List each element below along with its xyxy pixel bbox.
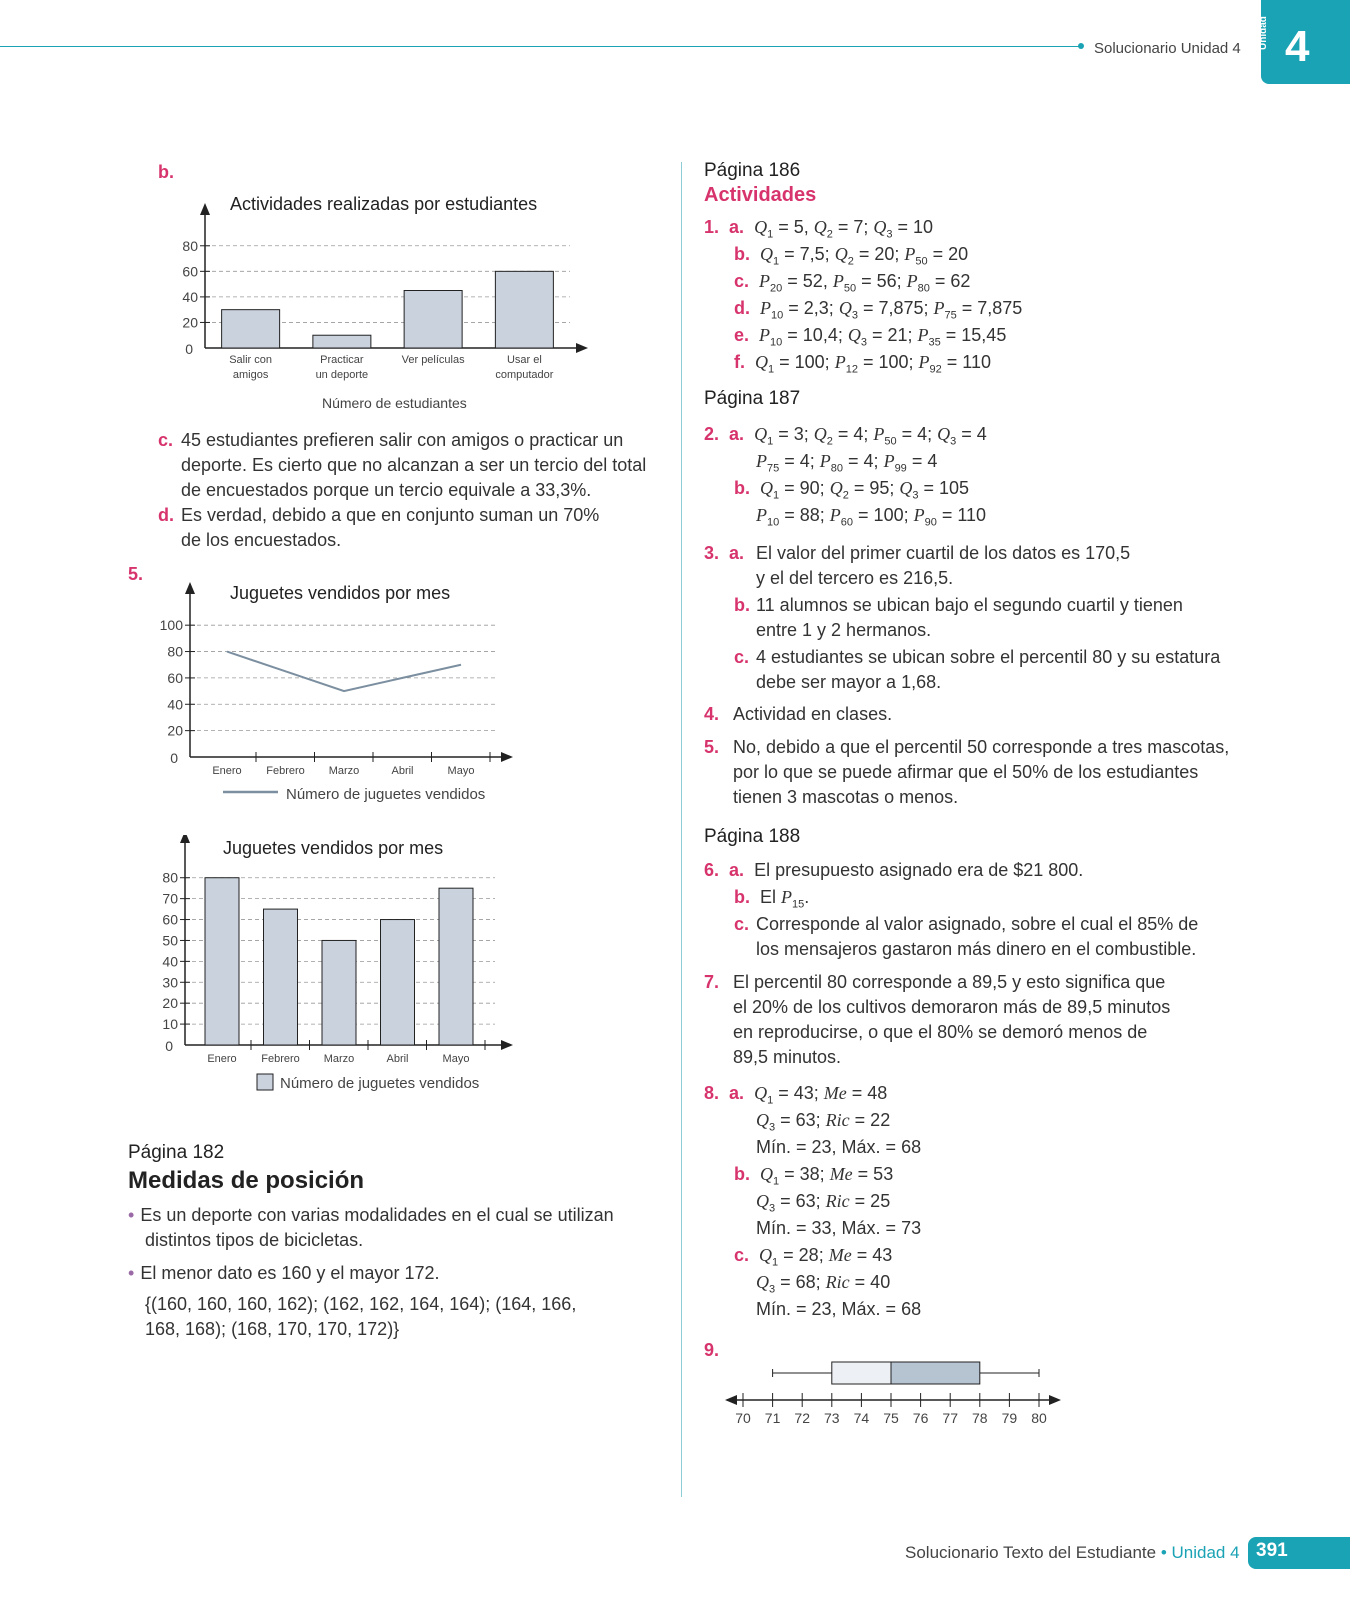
page-187: Página 187 — [704, 388, 801, 409]
page-182: Página 182 — [128, 1142, 225, 1163]
item-c-line1: 45 estudiantes prefieren salir con amigos o practicar un — [181, 430, 624, 450]
letter-label: a. — [729, 543, 745, 563]
letter-label: a. — [729, 217, 745, 237]
num-label: 1. — [704, 217, 720, 237]
ans-6c-line2: los mensajeros gastaron más dinero en el combustible. — [756, 939, 1197, 959]
y-tick-label: 0 — [185, 341, 193, 357]
number-line-arrow-right — [1049, 1395, 1061, 1405]
column-divider — [681, 162, 682, 1497]
bullet-dot: • — [128, 1205, 135, 1225]
ans-8c-2: $Q_3 = 68$; Ric = 40 — [756, 1272, 891, 1296]
ans-6a-text: El presupuesto asignado era de $21 800. — [754, 860, 1084, 880]
ans-2b: b. $Q_1 = 90$; $Q_2 = 95$; $Q_3 = 105$ — [734, 478, 970, 502]
axis-tick-label: 77 — [942, 1410, 958, 1425]
ans-1e: e. $P_{10} = 10,4$; $Q_3 = 21$; $P_{35} = 15,45$ — [734, 325, 1007, 349]
y-axis-arrow — [200, 203, 210, 215]
axis-tick-label: 71 — [764, 1410, 781, 1425]
y-tick-label: 20 — [167, 722, 183, 739]
footer-unit: Unidad 4 — [1171, 1543, 1240, 1562]
ans-3c-line1: 4 estudiantes se ubican sobre el percentil 80 y su estatura — [756, 647, 1221, 667]
header-dot — [1078, 43, 1084, 49]
bar — [313, 335, 371, 348]
ans-3c-line2: debe ser mayor a 1,68. — [756, 672, 942, 692]
y-tick-label: 40 — [182, 288, 198, 305]
chart-bar-toys — [145, 835, 535, 1110]
bar — [495, 271, 553, 348]
ans-6b: b. El $P_{15}$. — [734, 887, 810, 911]
chart-title: Actividades realizadas por estudiantes — [230, 194, 538, 214]
ans-7-line1: El percentil 80 corresponde a 89,5 y esto significa que — [733, 972, 1166, 992]
bullet-1-line2: distintos tipos de bicicletas. — [145, 1230, 364, 1250]
x-tick-label: Ver películas — [401, 354, 465, 366]
x-tick-label: computador — [495, 369, 554, 381]
y-axis-arrow — [180, 835, 190, 843]
letter-label: a. — [729, 1083, 745, 1103]
letter-label: b. — [734, 887, 750, 907]
axis-tick-label: 80 — [1031, 1410, 1047, 1425]
x-tick-label: un deporte — [315, 369, 369, 381]
page-188: Página 188 — [704, 826, 801, 847]
item-9-label: 9. — [704, 1340, 720, 1360]
y-axis-arrow — [185, 582, 195, 594]
ans-3a-line1: El valor del primer cuartil de los datos es 170,5 — [756, 543, 1131, 563]
axis-tick-label: 78 — [972, 1410, 988, 1425]
y-tick-label: 20 — [182, 314, 198, 331]
ans-1f: f. $Q_1 = 100$; $P_{12} = 100$; $P_{92} = 110$ — [734, 352, 991, 376]
y-tick-label: 80 — [182, 237, 198, 254]
y-tick-label: 10 — [162, 1016, 178, 1033]
chart-activities — [170, 190, 610, 420]
y-tick-label: 20 — [162, 995, 178, 1012]
y-tick-label: 60 — [167, 669, 183, 686]
x-tick-label: Marzo — [323, 1053, 355, 1065]
letter-label: a. — [729, 860, 745, 880]
x-tick-label: Febrero — [266, 765, 305, 777]
ans-2b-cont: $P_{10} = 88$; $P_{60} = 100$; $P_{90} = 110$ — [756, 505, 987, 529]
sets-line1: {(160, 160, 160, 162); (162, 162, 164, 164); (164, 166, — [145, 1294, 577, 1314]
sets-line2: 168, 168); (168, 170, 170, 172)} — [145, 1319, 400, 1339]
item-d-label: d. — [158, 505, 174, 525]
num-label: 6. — [704, 860, 720, 880]
bar — [439, 888, 473, 1045]
ans-2a-cont: $P_{75} = 4$; $P_{80} = 4$; $P_{99} = 4$ — [756, 451, 938, 475]
y-tick-label: 70 — [162, 890, 178, 907]
letter-label: c. — [734, 914, 750, 934]
bullet-2 — [128, 1261, 439, 1286]
y-tick-label: 100 — [159, 617, 183, 634]
item-b-label: b. — [158, 162, 174, 182]
ans-5-line2: por lo que se puede afirmar que el 50% de los estudiantes — [733, 762, 1199, 782]
axis-tick-label: 74 — [853, 1410, 870, 1425]
x-tick-label: Usar el — [506, 354, 542, 366]
ans-2a: 2. a. $Q_1 = 3$; $Q_2 = 4$; $P_{50} = 4$; $Q_3 = 4$ — [704, 424, 987, 448]
axis-tick-label: 75 — [883, 1410, 899, 1425]
axis-tick-label: 70 — [735, 1410, 751, 1425]
ans-1b: b. $Q_1 = 7,5$; $Q_2 = 20$; $P_{50} = 20$ — [734, 244, 969, 268]
letter-label: c. — [734, 647, 750, 667]
letter-label: c. — [734, 271, 750, 291]
x-tick-label: Enero — [212, 765, 242, 777]
bullet-2-text: El menor dato es 160 y el mayor 172. — [140, 1263, 440, 1283]
item-d-line2: de los encuestados. — [181, 530, 342, 550]
y-tick-label: 80 — [162, 869, 178, 886]
box-upper — [891, 1362, 980, 1384]
letter-label: b. — [734, 244, 750, 264]
box-lower — [832, 1362, 891, 1384]
ans-7-line2: el 20% de los cultivos demoraron más de 89,5 minutos — [733, 997, 1171, 1017]
ans-8b-3: Mín. = 33, Máx. = 73 — [756, 1218, 922, 1238]
section-medidas: Medidas de posición — [128, 1167, 365, 1194]
axis-tick-label: 73 — [824, 1410, 840, 1425]
ans-8a-2: $Q_3 = 63$; Ric = 22 — [756, 1110, 891, 1134]
chart-xlabel: Número de estudiantes — [322, 395, 467, 411]
letter-label: a. — [729, 424, 745, 444]
item-c-line3: de encuestados porque un tercio equivale a 33,3%. — [181, 480, 592, 500]
ans-1a: 1. a. $Q_1 = 5$, $Q_2 = 7$; $Q_3 = 10$ — [704, 217, 934, 241]
y-tick-label: 60 — [162, 911, 178, 928]
bar — [264, 909, 298, 1045]
legend-label: Número de juguetes vendidos — [286, 786, 486, 803]
ans-5-line1: No, debido a que el percentil 50 corresponde a tres mascotas, — [733, 737, 1230, 757]
x-tick-label: Salir con — [229, 354, 273, 366]
bar — [205, 878, 239, 1045]
y-tick-label: 60 — [182, 263, 198, 280]
letter-label: b. — [734, 1164, 750, 1184]
ans-4: Actividad en clases. — [733, 704, 893, 724]
ans-6a — [704, 858, 1083, 883]
bar — [404, 291, 462, 349]
x-tick-label: Febrero — [261, 1053, 300, 1065]
num-label: 5. — [704, 737, 720, 757]
x-tick-label: Practicar — [320, 354, 364, 366]
x-axis-arrow — [501, 1040, 513, 1050]
letter-label: e. — [734, 325, 750, 345]
legend-label: Número de juguetes vendidos — [280, 1075, 480, 1092]
chart-title: Juguetes vendidos por mes — [223, 838, 444, 858]
series-line — [227, 652, 461, 692]
bullet-1 — [128, 1203, 614, 1228]
letter-label: b. — [734, 478, 750, 498]
x-axis-arrow — [576, 343, 588, 353]
x-tick-label: amigos — [232, 369, 269, 381]
boxplot — [725, 1360, 1095, 1425]
bullet-1-line1: Es un deporte con varias modalidades en el cual se utilizan — [140, 1205, 614, 1225]
y-tick-label: 50 — [162, 932, 178, 949]
ans-5-line3: tienen 3 mascotas o menos. — [733, 787, 959, 807]
legend-swatch — [257, 1074, 273, 1090]
section-actividades: Actividades — [704, 184, 817, 206]
y-tick-label: 30 — [162, 974, 178, 991]
page-186: Página 186 — [704, 160, 801, 181]
num-label: 2. — [704, 424, 720, 444]
ans-1d: d. $P_{10} = 2,3$; $Q_3 = 7,875$; $P_{75} = 7,875$ — [734, 298, 1023, 322]
item-c — [158, 428, 173, 453]
ans-1c: c. $P_{20} = 52$, $P_{50} = 56$; $P_{80} = 62$ — [734, 271, 971, 295]
ans-8a-3: Mín. = 23, Máx. = 68 — [756, 1137, 922, 1157]
x-axis-arrow — [501, 752, 513, 762]
ans-8b: b. $Q_1 = 38$; Me = 53 — [734, 1164, 894, 1188]
item-5-label: 5. — [128, 564, 144, 584]
x-tick-label: Mayo — [447, 765, 475, 777]
ans-6b-text: El — [760, 887, 777, 907]
ans-8b-2: $Q_3 = 63$; Ric = 25 — [756, 1191, 891, 1215]
axis-tick-label: 79 — [1001, 1410, 1018, 1425]
letter-label: c. — [734, 1245, 750, 1265]
num-label: 3. — [704, 543, 720, 563]
y-tick-label: 80 — [167, 643, 183, 660]
unit-tab-word: Unidad — [1258, 16, 1269, 50]
ans-6c-line1: Corresponde al valor asignado, sobre el cual el 85% de — [756, 914, 1199, 934]
header-title: Solucionario Unidad 4 — [1094, 40, 1241, 57]
ans-3a-label — [704, 541, 744, 566]
axis-tick-label: 72 — [794, 1410, 810, 1425]
bar — [322, 940, 356, 1045]
footer-label: Solucionario Texto del Estudiante — [905, 1543, 1157, 1562]
item-c-line2: deporte. Es cierto que no alcanzan a ser un tercio del total — [181, 455, 647, 475]
page-number: 391 — [1256, 1540, 1288, 1561]
header-rule — [0, 46, 1082, 47]
y-tick-label: 40 — [167, 696, 183, 713]
number-line-arrow-left — [725, 1395, 737, 1405]
y-tick-label: 0 — [170, 750, 178, 766]
letter-label: b. — [734, 595, 750, 615]
num-label: 8. — [704, 1083, 720, 1103]
ans-8a: 8. a. $Q_1 = 43$; Me = 48 — [704, 1083, 888, 1107]
footer-text: Solucionario Texto del Estudiante • Unidad 4 — [905, 1543, 1240, 1562]
num-label: 4. — [704, 704, 720, 724]
item-d-line1: Es verdad, debido a que en conjunto suman un 70% — [181, 505, 600, 525]
x-tick-label: Abril — [386, 1053, 409, 1065]
num-label: 7. — [704, 972, 720, 992]
bar — [222, 310, 280, 348]
chart-line-toys — [145, 580, 535, 830]
ans-7-line3: en reproducirse, o que el 80% se demoró menos de — [733, 1022, 1148, 1042]
axis-tick-label: 76 — [912, 1410, 929, 1425]
y-tick-label: 0 — [165, 1038, 173, 1054]
ans-3b-line2: entre 1 y 2 hermanos. — [756, 620, 932, 640]
chart-title: Juguetes vendidos por mes — [230, 583, 451, 603]
letter-label: f. — [734, 352, 745, 372]
bar — [381, 920, 415, 1045]
ans-8c: c. $Q_1 = 28$; Me = 43 — [734, 1245, 893, 1269]
ans-8c-3: Mín. = 23, Máx. = 68 — [756, 1299, 922, 1319]
y-tick-label: 40 — [162, 953, 178, 970]
letter-label: d. — [734, 298, 750, 318]
ans-7-line4: 89,5 minutos. — [733, 1047, 842, 1067]
x-tick-label: Marzo — [328, 765, 360, 777]
ans-3b-line1: 11 alumnos se ubican bajo el segundo cuartil y tienen — [756, 595, 1183, 615]
x-tick-label: Abril — [391, 765, 414, 777]
item-c-label: c. — [158, 430, 174, 450]
x-tick-label: Enero — [207, 1053, 237, 1065]
bullet-dot: • — [128, 1263, 135, 1283]
ans-3a-line2: y el del tercero es 216,5. — [756, 568, 954, 588]
unit-tab-number: 4 — [1285, 22, 1310, 71]
x-tick-label: Mayo — [442, 1053, 470, 1065]
